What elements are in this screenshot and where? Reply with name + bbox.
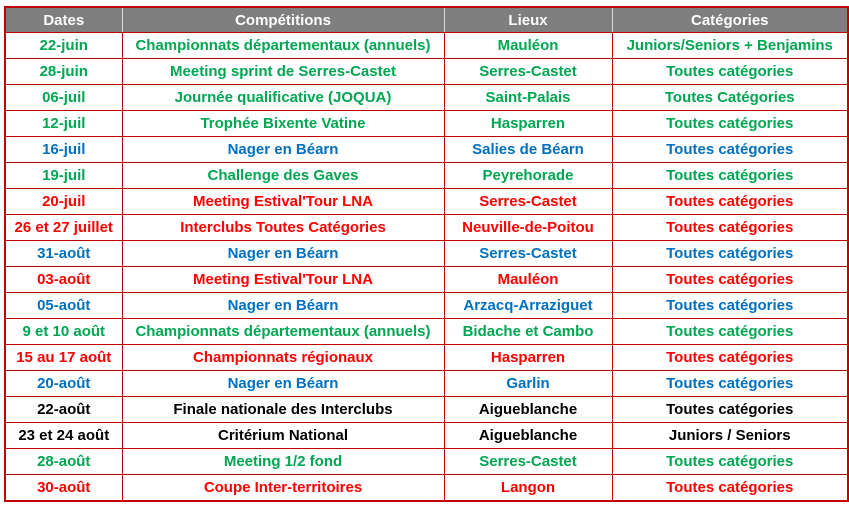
cell-competition: Nager en Béarn — [122, 371, 444, 397]
cell-categorie: Juniors/Seniors + Benjamins — [612, 33, 848, 59]
cell-date: 19-juil — [5, 163, 122, 189]
table-row — [5, 85, 848, 111]
cell-lieu: Salies de Béarn — [444, 137, 612, 163]
cell-lieu: Serres-Castet — [444, 59, 612, 85]
cell-categorie: Toutes catégories — [612, 111, 848, 137]
cell-lieu: Arzacq-Arraziguet — [444, 293, 612, 319]
cell-categorie: Toutes catégories — [612, 293, 848, 319]
cell-date: 28-juin — [5, 59, 122, 85]
header-row — [5, 7, 848, 33]
cell-date: 22-août — [5, 397, 122, 423]
table-row — [5, 423, 848, 449]
cell-date: 22-juin — [5, 33, 122, 59]
cell-competition: Championnats départementaux (annuels) — [122, 33, 444, 59]
table-row — [5, 163, 848, 189]
cell-categorie: Juniors / Seniors — [612, 423, 848, 449]
table-row — [5, 33, 848, 59]
cell-competition: Nager en Béarn — [122, 241, 444, 267]
cell-lieu: Saint-Palais — [444, 85, 612, 111]
cell-categorie: Toutes catégories — [612, 319, 848, 345]
cell-lieu: Aigueblanche — [444, 423, 612, 449]
cell-date: 31-août — [5, 241, 122, 267]
table-row — [5, 319, 848, 345]
cell-categorie: Toutes catégories — [612, 449, 848, 475]
cell-lieu: Serres-Castet — [444, 449, 612, 475]
cell-lieu: Hasparren — [444, 111, 612, 137]
table-row — [5, 397, 848, 423]
table-row — [5, 267, 848, 293]
cell-categorie: Toutes catégories — [612, 345, 848, 371]
cell-date: 30-août — [5, 475, 122, 502]
cell-categorie: Toutes catégories — [612, 267, 848, 293]
table-row — [5, 449, 848, 475]
header-competitions: Compétitions — [122, 7, 444, 33]
cell-competition: Interclubs Toutes Catégories — [122, 215, 444, 241]
cell-lieu: Hasparren — [444, 345, 612, 371]
cell-competition: Journée qualificative (JOQUA) — [122, 85, 444, 111]
cell-categorie: Toutes catégories — [612, 215, 848, 241]
cell-lieu: Serres-Castet — [444, 241, 612, 267]
cell-date: 20-juil — [5, 189, 122, 215]
cell-lieu: Neuville-de-Poitou — [444, 215, 612, 241]
cell-competition: Critérium National — [122, 423, 444, 449]
cell-competition: Trophée Bixente Vatine — [122, 111, 444, 137]
cell-competition: Challenge des Gaves — [122, 163, 444, 189]
table-header — [5, 7, 848, 33]
cell-categorie: Toutes catégories — [612, 163, 848, 189]
cell-categorie: Toutes catégories — [612, 137, 848, 163]
cell-competition: Meeting 1/2 fond — [122, 449, 444, 475]
cell-date: 15 au 17 août — [5, 345, 122, 371]
cell-competition: Coupe Inter-territoires — [122, 475, 444, 502]
header-dates: Dates — [5, 7, 122, 33]
table-row — [5, 371, 848, 397]
cell-competition: Nager en Béarn — [122, 293, 444, 319]
cell-date: 26 et 27 juillet — [5, 215, 122, 241]
cell-competition: Finale nationale des Interclubs — [122, 397, 444, 423]
cell-date: 16-juil — [5, 137, 122, 163]
cell-categorie: Toutes catégories — [612, 59, 848, 85]
cell-date: 28-août — [5, 449, 122, 475]
cell-date: 9 et 10 août — [5, 319, 122, 345]
cell-lieu: Mauléon — [444, 33, 612, 59]
cell-competition: Championnats départementaux (annuels) — [122, 319, 444, 345]
table-row — [5, 475, 848, 502]
cell-lieu: Garlin — [444, 371, 612, 397]
table-body — [5, 33, 848, 502]
cell-lieu: Serres-Castet — [444, 189, 612, 215]
cell-date: 06-juil — [5, 85, 122, 111]
cell-date: 03-août — [5, 267, 122, 293]
table-row — [5, 111, 848, 137]
cell-lieu: Peyrehorade — [444, 163, 612, 189]
table-row — [5, 137, 848, 163]
cell-competition: Championnats régionaux — [122, 345, 444, 371]
table-row — [5, 241, 848, 267]
cell-categorie: Toutes catégories — [612, 189, 848, 215]
table-row — [5, 59, 848, 85]
competition-table — [4, 6, 849, 502]
cell-competition: Meeting Estival'Tour LNA — [122, 267, 444, 293]
header-lieux: Lieux — [444, 7, 612, 33]
cell-lieu: Langon — [444, 475, 612, 502]
cell-categorie: Toutes catégories — [666, 479, 794, 496]
table-row — [5, 215, 848, 241]
header-categories: Catégories — [612, 7, 848, 33]
competition-calendar — [4, 6, 849, 502]
cell-lieu: Bidache et Cambo — [444, 319, 612, 345]
table-row — [5, 345, 848, 371]
cell-categorie: Toutes Catégories — [612, 85, 848, 111]
cell-categorie: Toutes catégories — [612, 397, 848, 423]
cell-lieu: Mauléon — [444, 267, 612, 293]
cell-date: 23 et 24 août — [5, 423, 122, 449]
table-row — [5, 293, 848, 319]
table-row — [5, 189, 848, 215]
cell-competition: Meeting Estival'Tour LNA — [122, 189, 444, 215]
cell-competition: Nager en Béarn — [122, 137, 444, 163]
cell-categorie: Toutes catégories — [612, 371, 848, 397]
cell-lieu: Aigueblanche — [444, 397, 612, 423]
cell-date: 05-août — [5, 293, 122, 319]
cell-date: 12-juil — [5, 111, 122, 137]
cell-categorie: Toutes catégories — [612, 241, 848, 267]
cell-date: 20-août — [5, 371, 122, 397]
cell-competition: Meeting sprint de Serres-Castet — [122, 59, 444, 85]
